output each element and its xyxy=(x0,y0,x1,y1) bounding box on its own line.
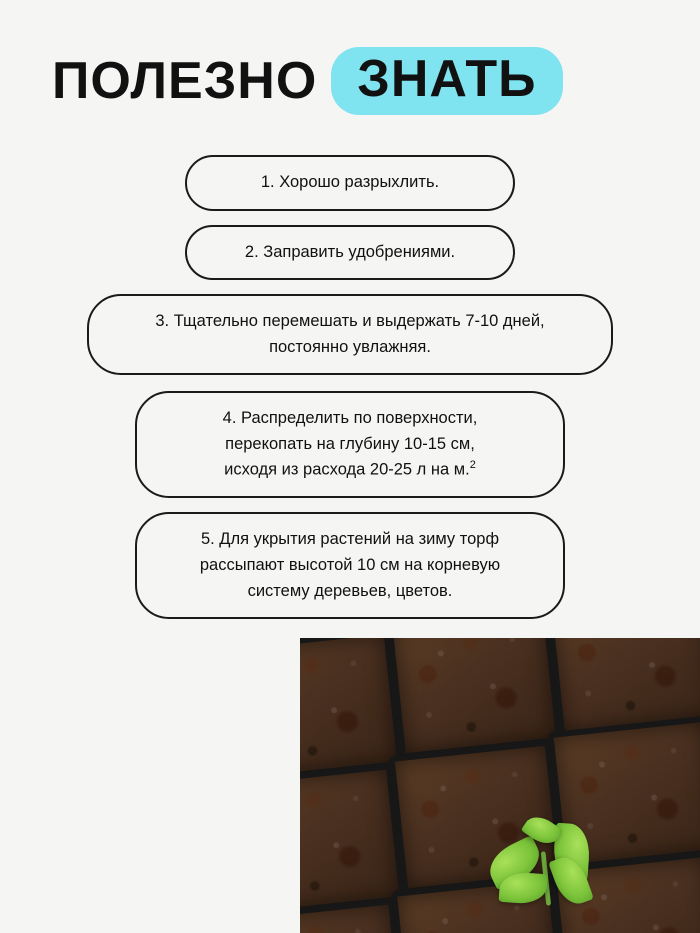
step-line-with-superscript xyxy=(163,457,537,483)
title-word-highlight: ЗНАТЬ xyxy=(357,50,537,108)
step-line: исходя из расхода 20-25 л на м. xyxy=(224,460,470,479)
step-line: 5. Для укрытия растений на зиму торф xyxy=(200,530,500,549)
list-item xyxy=(135,391,565,498)
soil-cell xyxy=(300,763,406,918)
step-line: перекопать на глубину 10-15 см, xyxy=(225,434,475,453)
step-line: 3. Тщательно перемешать и выдержать 7-10 дней, xyxy=(155,312,545,331)
seedling-tray-photo xyxy=(300,638,700,933)
title-word-plain: ПОЛЕЗНО xyxy=(52,52,318,110)
title-highlight-pill xyxy=(331,47,562,115)
step-line: 2. Заправить удобрениями. xyxy=(244,242,456,261)
step-line: 4. Распределить по поверхности, xyxy=(222,409,478,428)
list-item xyxy=(185,155,515,211)
step-line: постоянно увлажняя. xyxy=(269,337,431,356)
step-line: 1. Хорошо разрыхлить. xyxy=(260,173,440,191)
sprout-plant xyxy=(471,804,623,924)
list-item xyxy=(87,294,613,375)
superscript: 2 xyxy=(469,459,476,472)
steps-list xyxy=(0,155,700,633)
step-line: рассыпают высотой 10 см на корневую xyxy=(199,556,501,574)
list-item xyxy=(185,225,515,281)
list-item xyxy=(135,512,565,619)
step-line: систему деревьев, цветов. xyxy=(247,581,453,600)
page-title xyxy=(52,47,660,115)
photo-inner xyxy=(300,638,700,933)
